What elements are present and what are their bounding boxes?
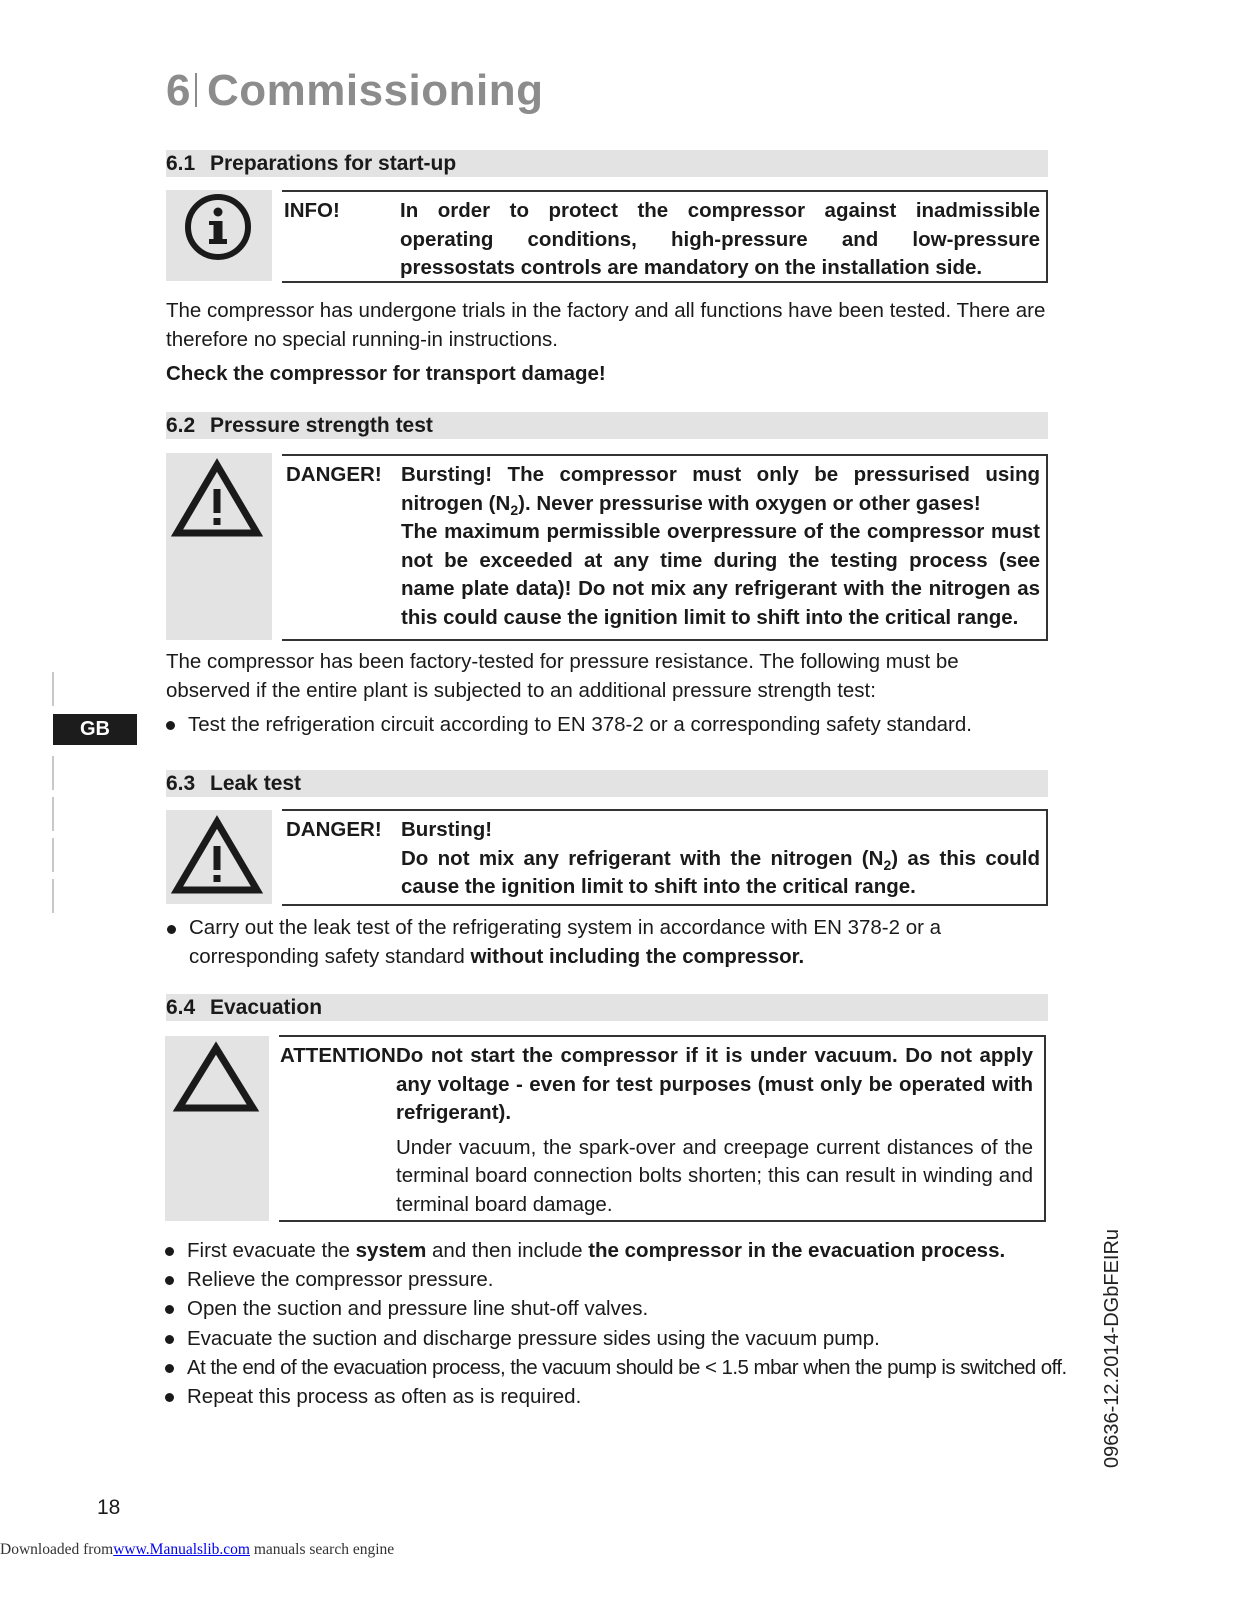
- paragraph: The compressor has been factory-tested for pressure resistance. The following must be observed if the entire plant is subjected to an additional pressure strength test:: [166, 650, 959, 702]
- chapter-number: 6: [166, 66, 191, 115]
- margin-tick: [52, 672, 54, 706]
- paragraph-emphasis: Check the compressor for transport damage!: [166, 362, 606, 385]
- list-item: Open the suction and pressure line shut-off valves.: [187, 1294, 648, 1323]
- list-item: Carry out the leak test of the refrigerating system in accordance with EN 378-2 or a corresponding safety standard without including the compressor.: [189, 914, 1049, 971]
- attention-icon-panel: [165, 1036, 269, 1221]
- chapter-title: Commissioning: [206, 66, 544, 115]
- warning-triangle-icon: [166, 810, 272, 900]
- language-tab: GB: [53, 714, 137, 745]
- list-item: At the end of the evacuation process, the vacuum should be < 1.5 mbar when the pump is switched off.: [187, 1353, 1067, 1382]
- danger-label: DANGER!: [286, 463, 382, 486]
- chapter-heading: [166, 66, 544, 116]
- info-icon: [166, 190, 272, 281]
- danger-text: Bursting! Do not mix any refrigerant with the nitrogen $(N_2)$ as this could cause the ignition limit to shift into the critical range.: [401, 818, 1041, 898]
- list-item: Evacuate the suction and discharge pressure sides using the vacuum pump.: [187, 1324, 880, 1353]
- danger-notice: [282, 454, 1048, 641]
- manualslib-link[interactable]: www.Manualslib.com: [113, 1541, 250, 1558]
- margin-tick: [52, 838, 54, 872]
- danger-text: Bursting! The compressor must only be pressurised using nitrogen $(N_2)$. Never pressurise with oxygen or other gases! The maximum permissible overpressure of the compressor must not be exceeded at any time during the testing process (see name plate data)! Do not mix any refrigerant with the nitrogen as this could cause the ignition limit to shift into the critical range.: [401, 463, 1040, 629]
- attention-text: Do not start the compressor if it is under vacuum. Do not apply any voltage - even for test purposes (must only be operated with refrigerant). Under vacuum, the spark-over and creepage current distances of the terminal board connection bolts shorten; this can result in winding and terminal board damage.: [396, 1044, 1033, 1216]
- list-item: Relieve the compressor pressure.: [187, 1265, 494, 1294]
- attention-label: ATTENTION!: [280, 1044, 403, 1067]
- chapter-divider: [195, 73, 197, 107]
- list-item: First evacuate the system and then include the compressor in the evacuation process.: [187, 1236, 1005, 1265]
- info-notice: [282, 190, 1048, 283]
- danger-icon-panel: [166, 810, 272, 904]
- info-icon-panel: [166, 190, 272, 281]
- section-heading-6-2: 6.2 Pressure strength test: [166, 412, 1048, 439]
- section-heading-6-1: 6.1 Preparations for start-up: [166, 150, 1048, 177]
- section-heading-6-3: 6.3 Leak test: [166, 770, 1048, 797]
- info-label: INFO!: [284, 199, 340, 222]
- download-footer: Downloaded fromwww.Manualslib.com manuals search engine: [0, 1541, 395, 1558]
- info-text: In order to protect the compressor against inadmissible operating conditions, high-pressure and low-pressure pressostats controls are mandatory on the installation side.: [400, 199, 1040, 279]
- document-id: 09636-12.2014-DGbFEIRu: [1101, 1228, 1123, 1468]
- margin-tick: [52, 756, 54, 790]
- list-item: Repeat this process as often as is required.: [187, 1382, 581, 1411]
- page-number: 18: [97, 1496, 121, 1519]
- attention-notice: [279, 1035, 1046, 1222]
- list-item: Test the refrigeration circuit according to EN 378-2 or a corresponding safety standard.: [188, 710, 972, 739]
- danger-icon-panel: [166, 453, 272, 640]
- warning-triangle-icon: [166, 453, 272, 543]
- section-heading-6-4: 6.4 Evacuation: [166, 994, 1048, 1021]
- bullet-dot: [167, 925, 176, 934]
- paragraph: The compressor has undergone trials in the factory and all functions have been tested. There are therefore no special running-in instructions.: [166, 299, 1046, 351]
- margin-tick: [52, 797, 54, 831]
- caution-triangle-icon: [165, 1036, 269, 1126]
- danger-label: DANGER!: [286, 818, 382, 841]
- danger-notice: [282, 809, 1048, 906]
- margin-tick: [52, 879, 54, 913]
